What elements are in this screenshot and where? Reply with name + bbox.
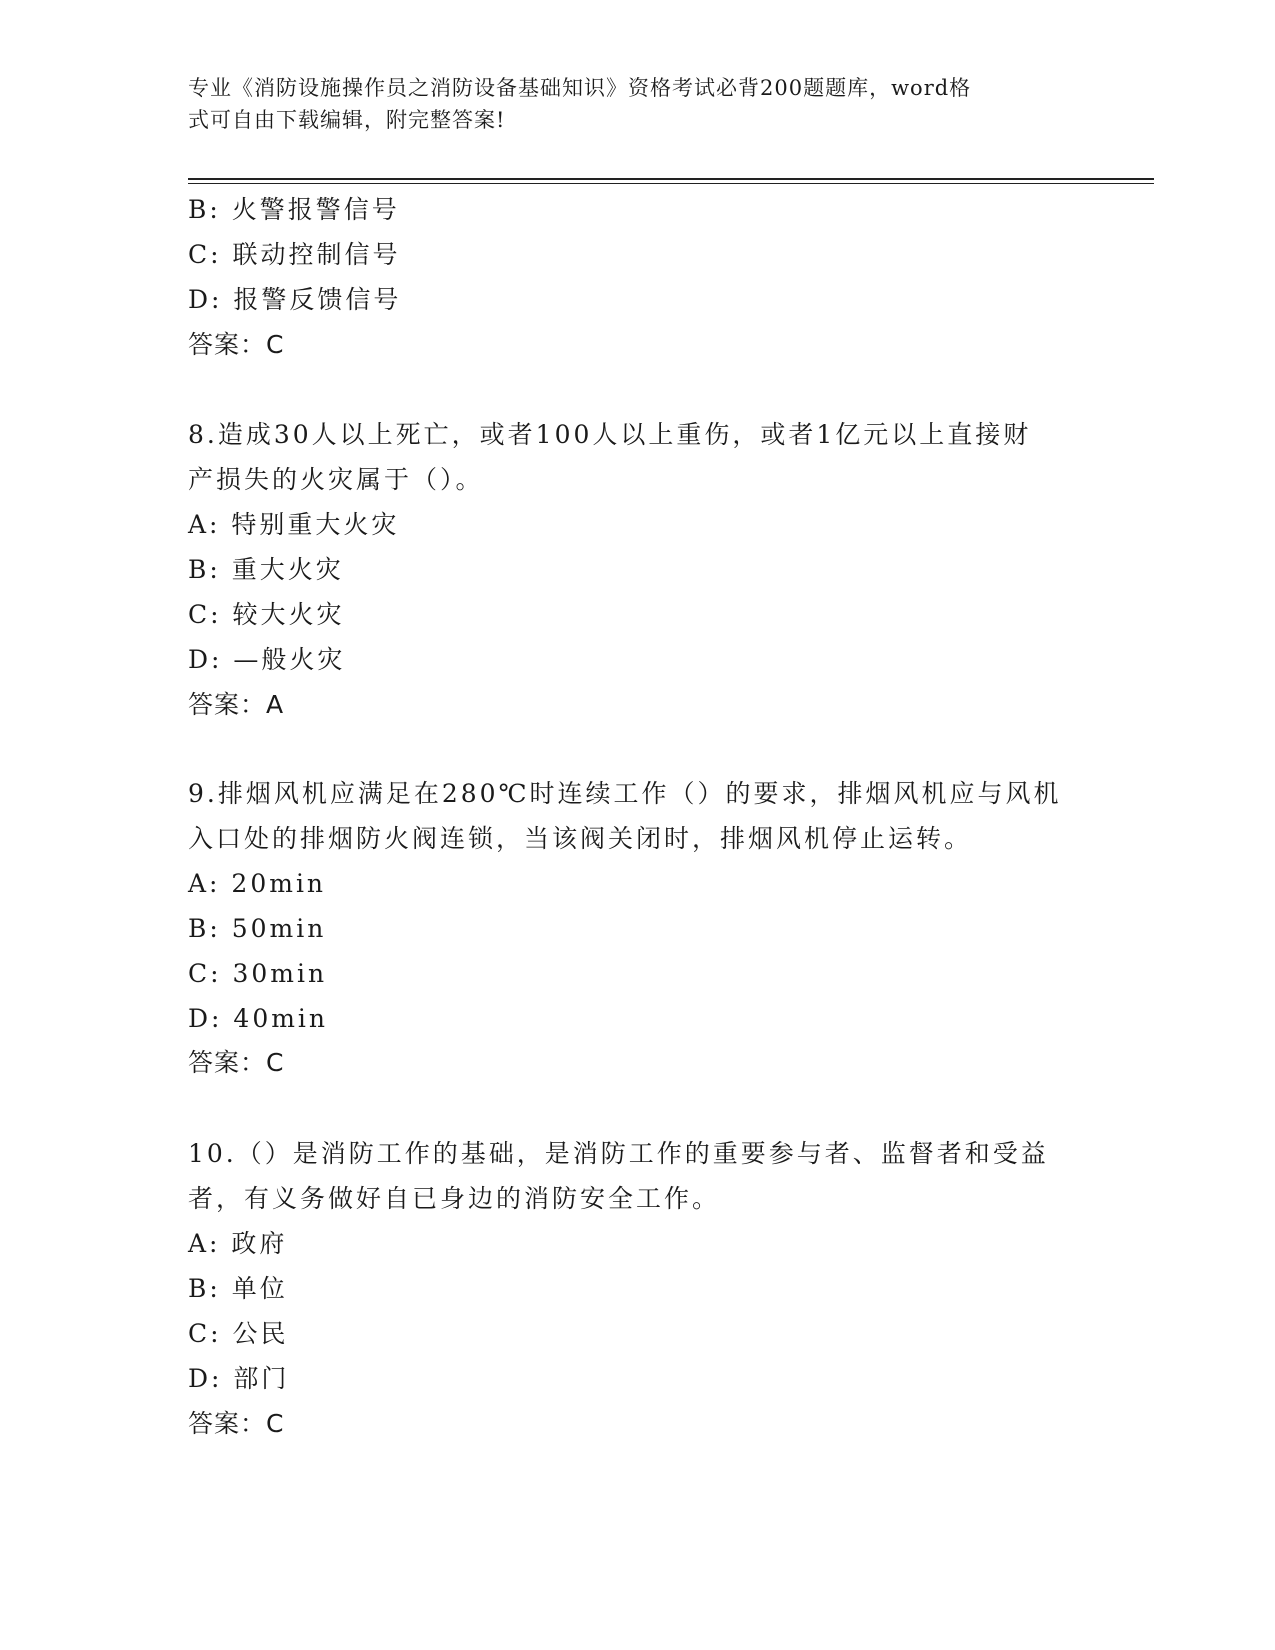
q10-option-b: B: 单位 [188,1274,288,1303]
document-header [188,72,1068,136]
prev-option-c: C: 联动控制信号 [188,240,401,269]
q9-text-line-1: 9.排烟风机应满足在280℃时连续工作（）的要求，排烟风机应与风机 [188,779,1062,808]
q8-text-line-2: 产损失的火灾属于（）。 [188,465,484,494]
q10-answer: 答案：C [188,1409,285,1438]
header-line-1: 专业《消防设施操作员之消防设备基础知识》资格考试必背200题题库，word格 [188,76,972,100]
prev-answer: 答案：C [188,330,285,359]
q10-option-d: D: 部门 [188,1364,290,1393]
header-divider-thin [188,183,1154,184]
q9-answer: 答案：C [188,1048,285,1077]
q8-answer: 答案：A [188,690,285,719]
q10-option-a: A: 政府 [188,1229,288,1258]
q8-text-line-1: 8.造成30人以上死亡，或者100人以上重伤，或者1亿元以上直接财 [188,420,1032,449]
q9-text-line-2: 入口处的排烟防火阀连锁，当该阀关闭时，排烟风机停止运转。 [188,824,973,853]
q9-option-b: B: 50min [188,914,327,943]
q8-option-a: A: 特别重大火灾 [188,510,400,539]
q10-text-line-2: 者，有义务做好自已身边的消防安全工作。 [188,1184,721,1213]
q9-option-c: C: 30min [188,959,328,988]
q10-text-line-1: 10.（）是消防工作的基础，是消防工作的重要参与者、监督者和受益 [188,1139,1049,1168]
q10-option-c: C: 公民 [188,1319,289,1348]
q8-option-b: B: 重大火灾 [188,555,344,584]
q9-option-d: D: 40min [188,1004,329,1033]
prev-option-d: D: 报警反馈信号 [188,285,402,314]
q9-option-a: A: 20min [188,869,327,898]
prev-option-b: B: 火警报警信号 [188,195,400,224]
q8-option-d: D: —般火灾 [188,645,346,674]
q8-option-c: C: 较大火灾 [188,600,345,629]
header-line-2: 式可自由下载编辑，附完整答案! [188,108,506,132]
header-divider-thick [188,178,1154,180]
